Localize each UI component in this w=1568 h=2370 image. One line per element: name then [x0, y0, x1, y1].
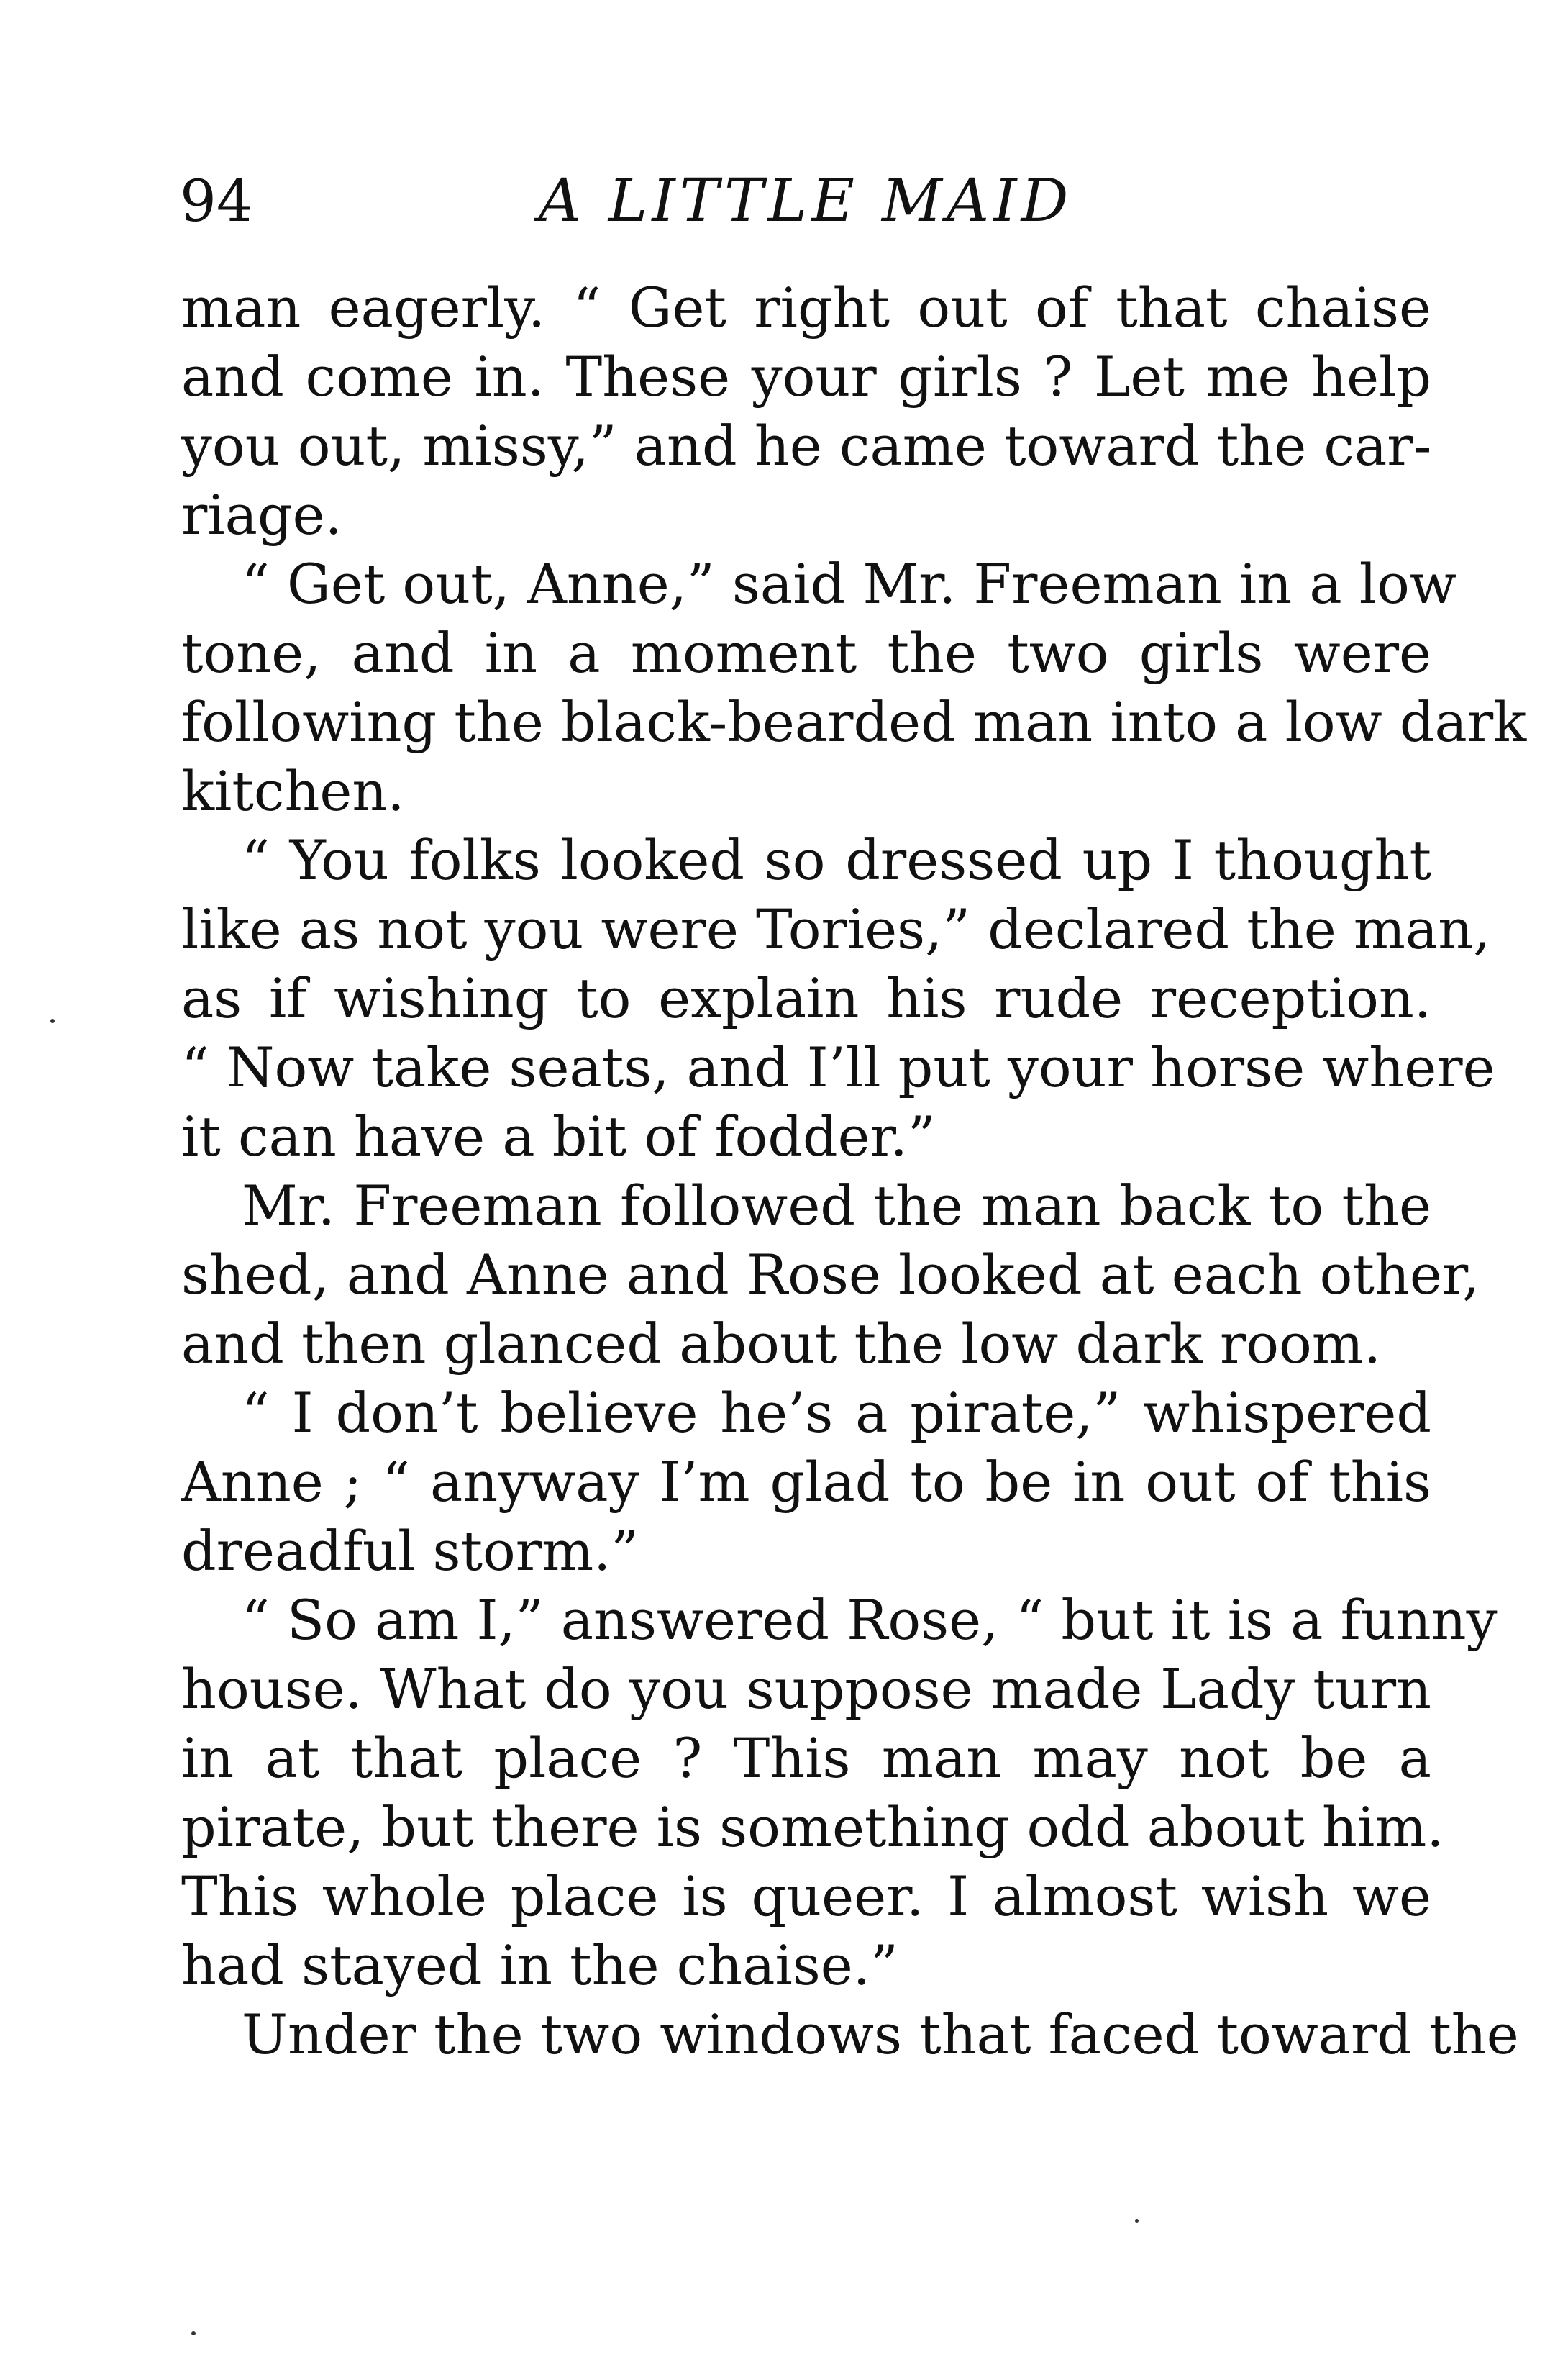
- body-text: [181, 273, 1527, 2069]
- text-line: “ Now take seats, and I’ll put your horse where: [181, 1035, 1495, 1099]
- text-line: following the black-bearded man into a low dark: [181, 690, 1527, 754]
- text-line: “ Get out, Anne,” said Mr. Freeman in a low: [242, 552, 1457, 616]
- print-speck: [50, 1019, 55, 1023]
- text-line: This whole place is queer. I almost wish we: [181, 1864, 1431, 1928]
- text-line: Mr. Freeman followed the man back to the: [242, 1173, 1431, 1238]
- text-line: “ You folks looked so dressed up I thought: [242, 828, 1431, 892]
- running-header: [180, 162, 1431, 241]
- text-line: house. What do you suppose made Lady turn: [181, 1657, 1431, 1721]
- text-line: tone, and in a moment the two girls were: [181, 621, 1431, 685]
- text-line: shed, and Anne and Rose looked at each other,: [181, 1243, 1480, 1307]
- text-line: man eagerly. “ Get right out of that chaise: [181, 276, 1431, 340]
- running-title: A LITTLE MAID: [538, 167, 1073, 235]
- text-line: like as not you were Tories,” declared the man,: [181, 897, 1491, 961]
- text-line: and come in. These your girls ? Let me help: [181, 345, 1431, 409]
- text-line: riage.: [181, 483, 342, 547]
- text-line: and then glanced about the low dark room.: [181, 1312, 1382, 1376]
- text-line: kitchen.: [181, 759, 405, 823]
- text-line: Anne ; “ anyway I’m glad to be in out of this: [181, 1450, 1431, 1514]
- text-line: as if wishing to explain his rude reception.: [181, 966, 1431, 1030]
- text-line: dreadful storm.”: [181, 1519, 639, 1583]
- text-line: you out, missy,” and he came toward the car-: [181, 414, 1432, 478]
- text-line: pirate, but there is something odd about him.: [181, 1795, 1444, 1859]
- text-line: it can have a bit of fodder.”: [181, 1104, 936, 1168]
- print-speck: [191, 2331, 196, 2335]
- text-line: “ I don’t believe he’s a pirate,” whispered: [242, 1381, 1431, 1445]
- text-line: “ So am I,” answered Rose, “ but it is a funny: [242, 1588, 1498, 1652]
- print-speck: [1135, 2219, 1139, 2223]
- page-number: 94: [180, 168, 253, 235]
- text-line: Under the two windows that faced toward the: [242, 2002, 1519, 2066]
- text-line: had stayed in the chaise.”: [181, 1933, 898, 1997]
- text-line: in at that place ? This man may not be a: [181, 1726, 1431, 1790]
